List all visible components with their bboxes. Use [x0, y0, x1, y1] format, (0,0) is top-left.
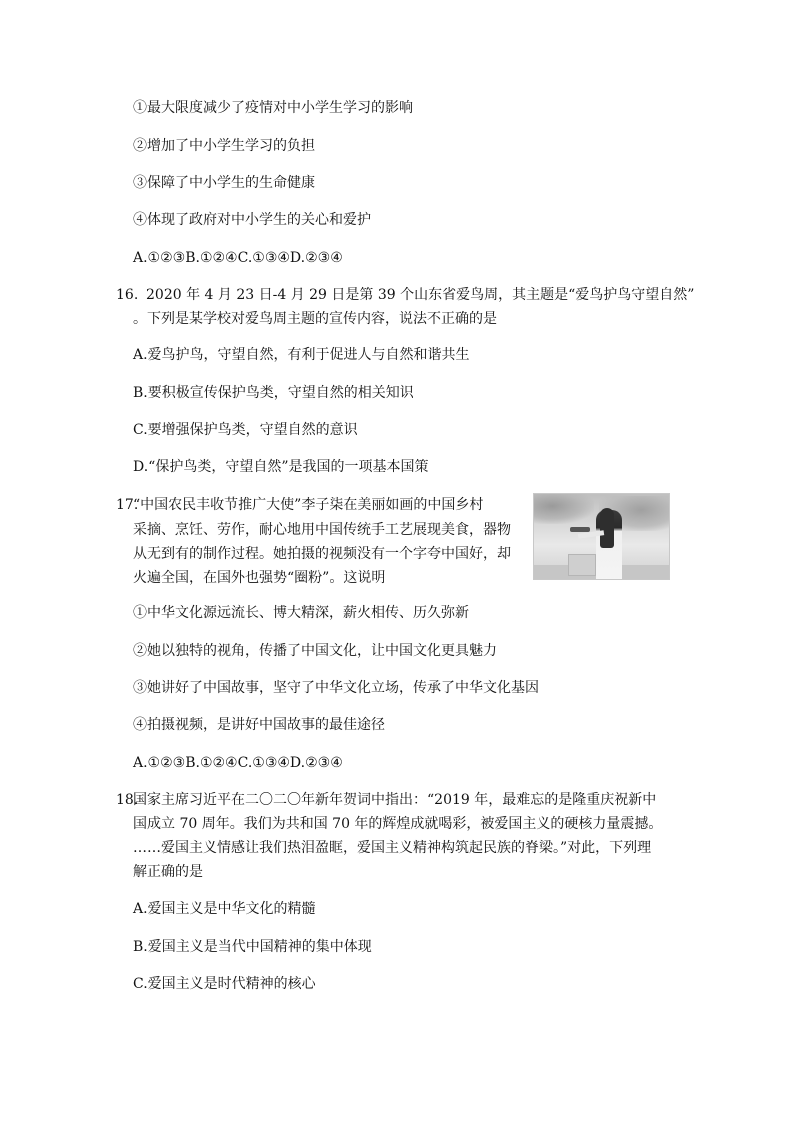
- q18-number: 18.: [116, 792, 139, 808]
- q18-option-a: A.爱国主义是中华文化的精髓: [133, 901, 316, 917]
- q18-option-c: C.爱国主义是时代精神的核心: [133, 976, 316, 992]
- q16-number: 16.: [116, 287, 139, 303]
- q16-stem-line-1: 2020 年 4 月 23 日-4 月 29 日是第 39 个山东省爱鸟周，其主题是“爱鸟护鸟守望自然”: [146, 287, 695, 303]
- q17-option-4: ④拍摄视频，是讲好中国故事的最佳途径: [133, 717, 385, 733]
- q17-stem-line-1: “中国农民丰收节推广大使”李子柒在美丽如画的中国乡村: [133, 497, 484, 513]
- q18-stem-line-3: ……爱国主义情感让我们热泪盈眶，爱国主义精神构筑起民族的脊梁。”对此，下列理: [133, 840, 652, 856]
- q16-option-d: D.“保护鸟类，守望自然”是我国的一项基本国策: [133, 459, 429, 475]
- q15-option-2: ②增加了中小学生学习的负担: [133, 138, 315, 154]
- q17-option-3: ③她讲好了中国故事，坚守了中华文化立场，传承了中华文化基因: [133, 680, 539, 696]
- q15-option-3: ③保障了中小学生的生命健康: [133, 175, 315, 191]
- q17-stem-line-2: 采摘、烹饪、劳作，耐心地用中国传统手工艺展现美食，器物: [133, 522, 511, 538]
- q18-stem-line-2: 国成立 70 周年。我们为共和国 70 年的辉煌成就喝彩，被爱国主义的硬核力量震撼。: [133, 816, 663, 832]
- q17-stem-line-4: 火遍全国，在国外也强势“圈粉”。这说明: [133, 570, 386, 586]
- q16-option-b: B.要积极宣传保护鸟类，守望自然的相关知识: [133, 385, 414, 401]
- q15-option-1: ①最大限度减少了疫情对中小学生学习的影响: [133, 100, 413, 116]
- q16-option-c: C.要增强保护鸟类，守望自然的意识: [133, 422, 358, 438]
- q18-stem-line-4: 解正确的是: [133, 864, 203, 880]
- q15-option-4: ④体现了政府对中小学生的关心和爱护: [133, 212, 371, 228]
- q15-answer-choices: A.①②③B.①②④C.①③④D.②③④: [133, 250, 343, 266]
- q17-stem-line-3: 从无到有的制作过程。她拍摄的视频没有一个字夸中国好，却: [133, 546, 511, 562]
- q16-stem-line-2: 。下列是某学校对爱鸟周主题的宣传内容，说法不正确的是: [133, 311, 497, 327]
- q16-option-a: A.爱鸟护鸟，守望自然，有利于促进人与自然和谐共生: [133, 347, 470, 363]
- q17-option-1: ①中华文化源远流长、博大精深，薪火相传、历久弥新: [133, 605, 469, 621]
- q17-option-2: ②她以独特的视角，传播了中国文化，让中国文化更具魅力: [133, 643, 497, 659]
- q17-number: 17.: [116, 497, 139, 513]
- q17-photo: [533, 493, 670, 580]
- q18-option-b: B.爱国主义是当代中国精神的集中体现: [133, 939, 372, 955]
- q17-answer-choices: A.①②③B.①②④C.①③④D.②③④: [133, 755, 343, 771]
- q18-stem-line-1: 国家主席习近平在二〇二〇年新年贺词中指出：“2019 年，最难忘的是隆重庆祝新中: [133, 792, 657, 808]
